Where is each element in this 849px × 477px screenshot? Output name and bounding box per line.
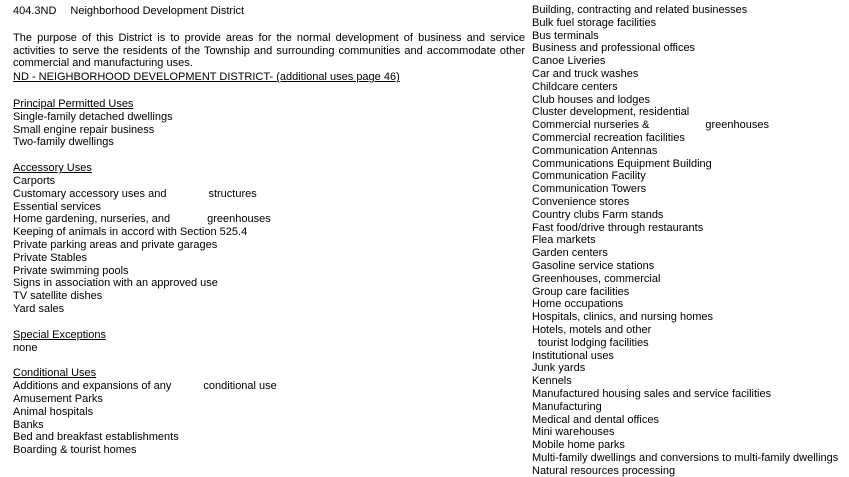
- list-item: Single-family detached dwellings: [13, 110, 173, 123]
- list-item: Fast food/drive through restaurants: [532, 221, 704, 234]
- list-item: Country clubs Farm stands: [532, 208, 664, 221]
- list-item: Natural resources processing: [532, 464, 676, 477]
- left-column: [13, 5, 525, 457]
- list-item: Group care facilities: [532, 285, 630, 298]
- list-item: Boarding & tourist homes: [13, 444, 137, 457]
- list-item-part: conditional use: [203, 380, 277, 393]
- list-item: Business and professional offices: [532, 42, 696, 55]
- list-item: Kennels: [532, 375, 572, 388]
- list-item: Bulk fuel storage facilities: [532, 16, 657, 29]
- list-item: [532, 119, 847, 132]
- list-item: Greenhouses, commercial: [532, 272, 661, 285]
- list-item: Yard sales: [13, 302, 65, 315]
- list-item: Building, contracting and related businesses: [532, 4, 748, 16]
- list-item: Childcare centers: [532, 80, 618, 93]
- list-item: Small engine repair business: [13, 123, 155, 136]
- principal-uses-heading: Principal Permitted Uses: [13, 97, 134, 110]
- special-exceptions-heading: Special Exceptions: [13, 328, 106, 341]
- accessory-uses-heading: Accessory Uses: [13, 162, 92, 175]
- list-item: Cluster development, residential: [532, 106, 690, 119]
- list-item-part: structures: [208, 187, 257, 200]
- list-item: Two-family dwellings: [13, 136, 114, 149]
- list-item-part: Home gardening, nurseries, and: [13, 213, 171, 226]
- list-item-part: Additions and expansions of any: [13, 380, 172, 393]
- list-item: Communication Towers: [532, 183, 647, 196]
- list-item-part: greenhouses: [207, 213, 271, 226]
- section-heading: [13, 5, 525, 18]
- conditional-uses-list: [13, 380, 525, 457]
- list-item: Bed and breakfast establishments: [13, 431, 179, 444]
- list-item: Medical and dental offices: [532, 413, 659, 426]
- section-number: 404.3ND: [13, 5, 57, 17]
- principal-uses-list: [13, 111, 525, 149]
- list-item-part: Customary accessory uses and: [13, 187, 167, 200]
- list-item: Junk yards: [532, 362, 586, 375]
- list-item: Gasoline service stations: [532, 259, 655, 272]
- list-item: Convenience stores: [532, 195, 630, 208]
- list-item: Mini warehouses: [532, 426, 615, 439]
- list-item: Manufacturing: [532, 400, 602, 413]
- list-item-part: Commercial nurseries &: [532, 119, 650, 132]
- list-item: Private swimming pools: [13, 264, 129, 277]
- list-item: tourist lodging facilities: [538, 336, 649, 349]
- list-item: Mobile home parks: [532, 439, 625, 452]
- list-item-part: greenhouses: [705, 119, 769, 132]
- purpose-paragraph: The purpose of this District is to provide areas for the normal development of business and service activities to serve the residents of the Township and surrounding communities and accommodate other commercial and manufacturing uses.: [13, 31, 525, 70]
- conditional-uses-heading: Conditional Uses: [13, 367, 97, 380]
- section-title: Neighborhood Development District: [70, 5, 245, 17]
- list-item: Flea markets: [532, 234, 596, 247]
- list-item: [13, 380, 525, 393]
- list-item: Signs in association with an approved use: [13, 277, 218, 290]
- list-item: Institutional uses: [532, 349, 614, 362]
- list-item: Keeping of animals in accord with Section 525.4: [13, 226, 248, 239]
- list-item: Private Stables: [13, 251, 87, 264]
- list-item: [13, 188, 525, 201]
- list-item: Communications Equipment Building: [532, 157, 712, 170]
- accessory-uses-list: [13, 175, 525, 316]
- list-item: Canoe Liveries: [532, 55, 606, 68]
- right-column: [532, 4, 847, 477]
- list-item: Carports: [13, 174, 56, 187]
- special-exceptions-value: none: [13, 341, 38, 354]
- list-item: Private parking areas and private garages: [13, 238, 218, 251]
- list-item: Hotels, motels and other: [532, 323, 652, 336]
- list-item: Multi-family dwellings and conversions to multi-family dwellings: [532, 451, 839, 464]
- list-item: Essential services: [13, 200, 102, 213]
- list-item: TV satellite dishes: [13, 290, 103, 303]
- list-item: Garden centers: [532, 247, 608, 260]
- list-item: [13, 213, 525, 226]
- list-item: Manufactured housing sales and service facilities: [532, 387, 772, 400]
- list-item: Car and truck washes: [532, 67, 639, 80]
- list-item: Bus terminals: [532, 29, 599, 42]
- list-item: Commercial recreation facilities: [532, 131, 685, 144]
- list-item: Home occupations: [532, 298, 624, 311]
- list-item: Banks: [13, 418, 44, 431]
- list-item: Animal hospitals: [13, 405, 94, 418]
- list-item: Club houses and lodges: [532, 93, 651, 106]
- list-item: Communication Facility: [532, 170, 646, 183]
- list-item: Amusement Parks: [13, 392, 103, 405]
- list-item: Communication Antennas: [532, 144, 658, 157]
- district-title: ND - NEIGHBORHOOD DEVELOPMENT DISTRICT- (additional uses page 46): [13, 71, 400, 84]
- list-item: Hospitals, clinics, and nursing homes: [532, 311, 713, 324]
